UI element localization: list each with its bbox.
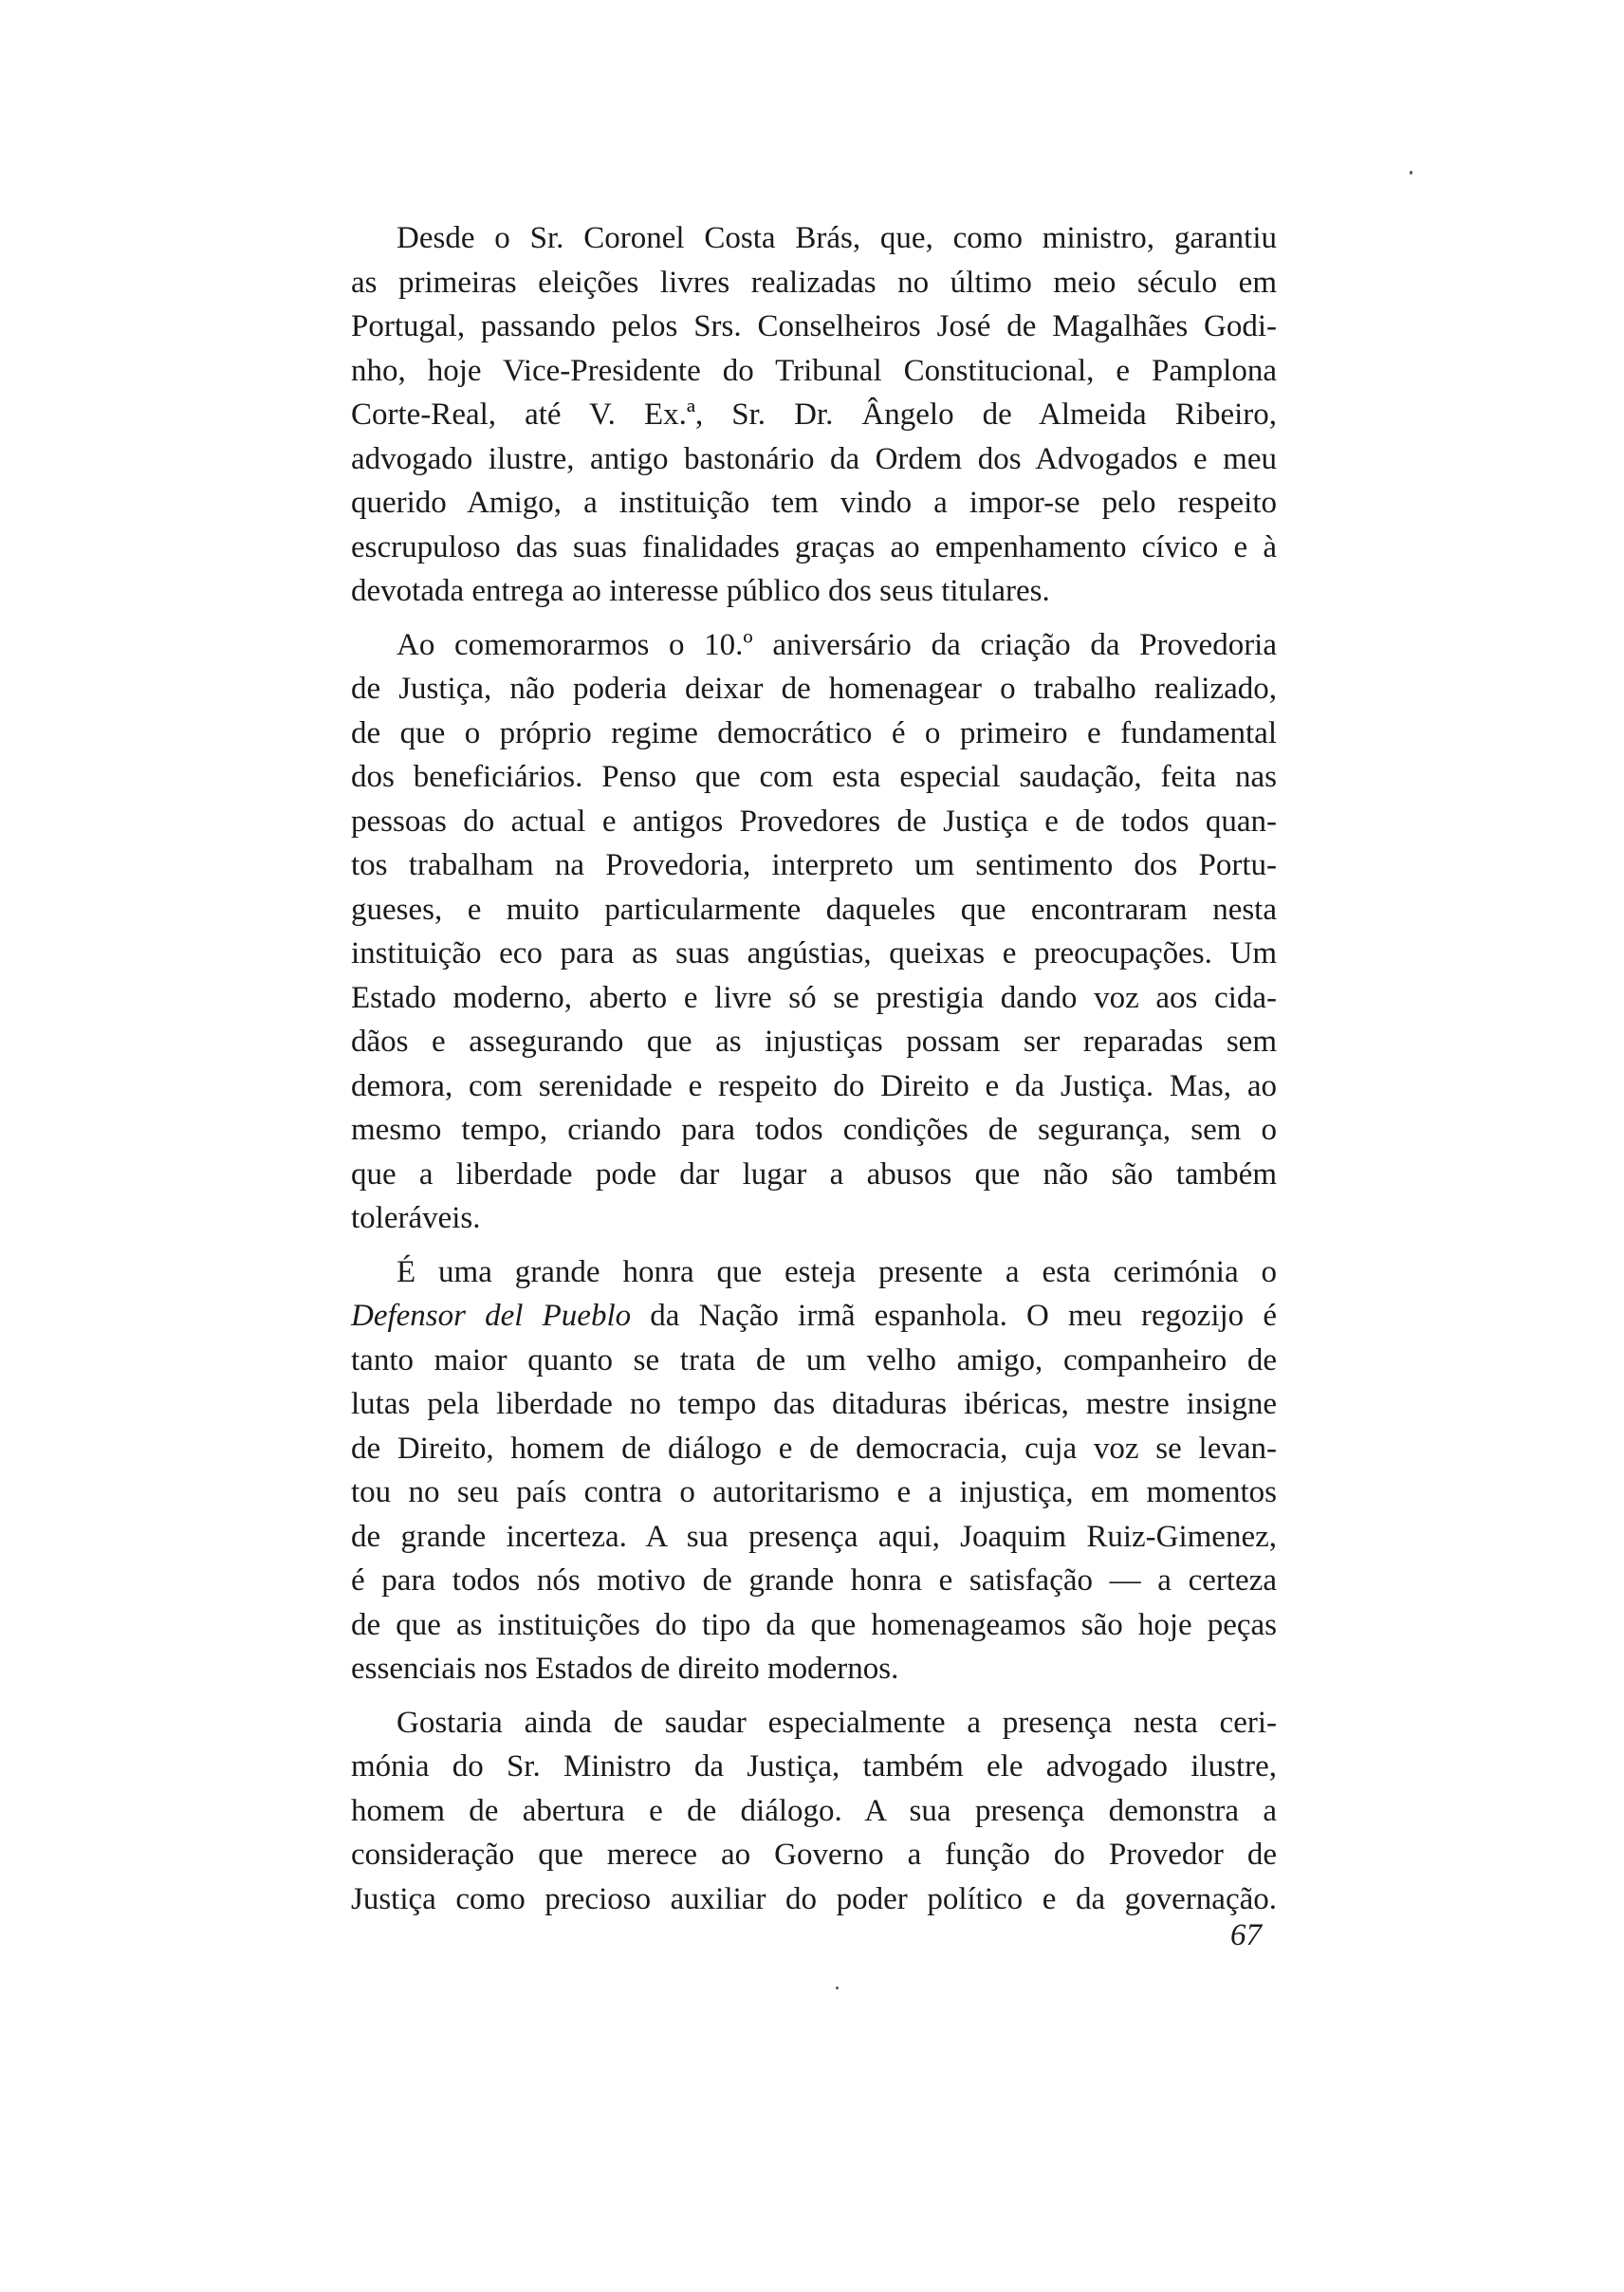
text-line: de grande incerteza. A sua presença aqui, Joaquim Ruiz-Gimenez,	[351, 1519, 1277, 1554]
paragraph-4	[351, 1701, 1277, 1922]
text-line: devotada entrega ao interesse público dos seus titulares.	[351, 574, 1050, 608]
text-line: Desde o Sr. Coronel Costa Brás, que, como ministro, garantiu	[397, 221, 1277, 255]
text-line: homem de abertura e de diálogo. A sua presença demonstra a	[351, 1793, 1277, 1828]
text-line: de que o próprio regime democrático é o primeiro e fundamental	[351, 715, 1277, 750]
text-line: de Justiça, não poderia deixar de homenagear o trabalho realizado,	[351, 672, 1277, 706]
text-line: Gostaria ainda de saudar especialmente a presença nesta ceri-	[397, 1705, 1277, 1740]
text-line: essenciais nos Estados de direito modernos.	[351, 1652, 899, 1686]
text-line: toleráveis.	[351, 1201, 481, 1235]
text-line: lutas pela liberdade no tempo das ditaduras ibéricas, mestre insigne	[351, 1387, 1277, 1421]
text-line: as primeiras eleições livres realizadas no último meio século em	[351, 265, 1277, 300]
text-line: tou no seu país contra o autoritarismo e a injustiça, em momentos	[351, 1475, 1277, 1509]
text-line: Portugal, passando pelos Srs. Conselheiros José de Magalhães Godi-	[351, 309, 1277, 343]
text-line: de que as instituições do tipo da que homenageamos são hoje peças	[351, 1607, 1277, 1642]
scan-speck	[1410, 171, 1412, 175]
text-line: escrupuloso das suas finalidades graças ao empenhamento cívico e à	[351, 529, 1277, 564]
paragraph-2	[351, 623, 1277, 1241]
text-line	[351, 1294, 1277, 1339]
text-line: gueses, e muito particularmente daqueles que encontraram nesta	[351, 892, 1277, 927]
scan-speck	[836, 1987, 839, 1989]
text-line: dãos e assegurando que as injustiças possam ser reparadas sem	[351, 1025, 1277, 1059]
page-number: 67	[1230, 1918, 1262, 1952]
text-line: Estado moderno, aberto e livre só se prestigia dando voz aos cida-	[351, 980, 1277, 1015]
text-line: Justiça como precioso auxiliar do poder político e da governação.	[351, 1881, 1277, 1916]
text-line: É uma grande honra que esteja presente a esta cerimónia o	[397, 1254, 1277, 1289]
text-line: dos beneficiários. Penso que com esta especial saudação, feita nas	[351, 760, 1277, 794]
text-line: querido Amigo, a instituição tem vindo a impor-se pelo respeito	[351, 486, 1277, 520]
text-line: mónia do Sr. Ministro da Justiça, também ele advogado ilustre,	[351, 1749, 1277, 1784]
text-line: tos trabalham na Provedoria, interpreto um sentimento dos Portu-	[351, 848, 1277, 882]
text-line: Corte-Real, até V. Ex.ª, Sr. Dr. Ângelo de Almeida Ribeiro,	[351, 397, 1277, 432]
text-line: é para todos nós motivo de grande honra e satisfação — a certeza	[351, 1563, 1277, 1598]
text-line: Ao comemorarmos o 10.º aniversário da criação da Provedoria	[397, 627, 1277, 662]
text-line: advogado ilustre, antigo bastonário da Ordem dos Advogados e meu	[351, 441, 1277, 476]
text-line: demora, com serenidade e respeito do Direito e da Justiça. Mas, ao	[351, 1068, 1277, 1103]
paragraph-1	[351, 216, 1277, 614]
text-line: tanto maior quanto se trata de um velho amigo, companheiro de	[351, 1342, 1277, 1377]
text-line: pessoas do actual e antigos Provedores de Justiça e de todos quan-	[351, 804, 1277, 839]
text-line: mesmo tempo, criando para todos condições de segurança, sem o	[351, 1113, 1277, 1147]
text-line: instituição eco para as suas angústias, queixas e preocupações. Um	[351, 936, 1277, 970]
italic-title: Defensor del Pueblo	[351, 1299, 632, 1333]
text-line: consideração que merece ao Governo a função do Provedor de	[351, 1838, 1277, 1872]
paragraph-3	[351, 1250, 1277, 1691]
text-line: nho, hoje Vice-Presidente do Tribunal Constitucional, e Pamplona	[351, 353, 1277, 388]
text-line: que a liberdade pode dar lugar a abusos que não são também	[351, 1156, 1277, 1192]
text-line: de Direito, homem de diálogo e de democracia, cuja voz se levan-	[351, 1431, 1277, 1466]
text-line-rest: da Nação irmã espanhola. O meu regozijo é	[631, 1299, 1277, 1333]
body-text	[351, 216, 1277, 1921]
